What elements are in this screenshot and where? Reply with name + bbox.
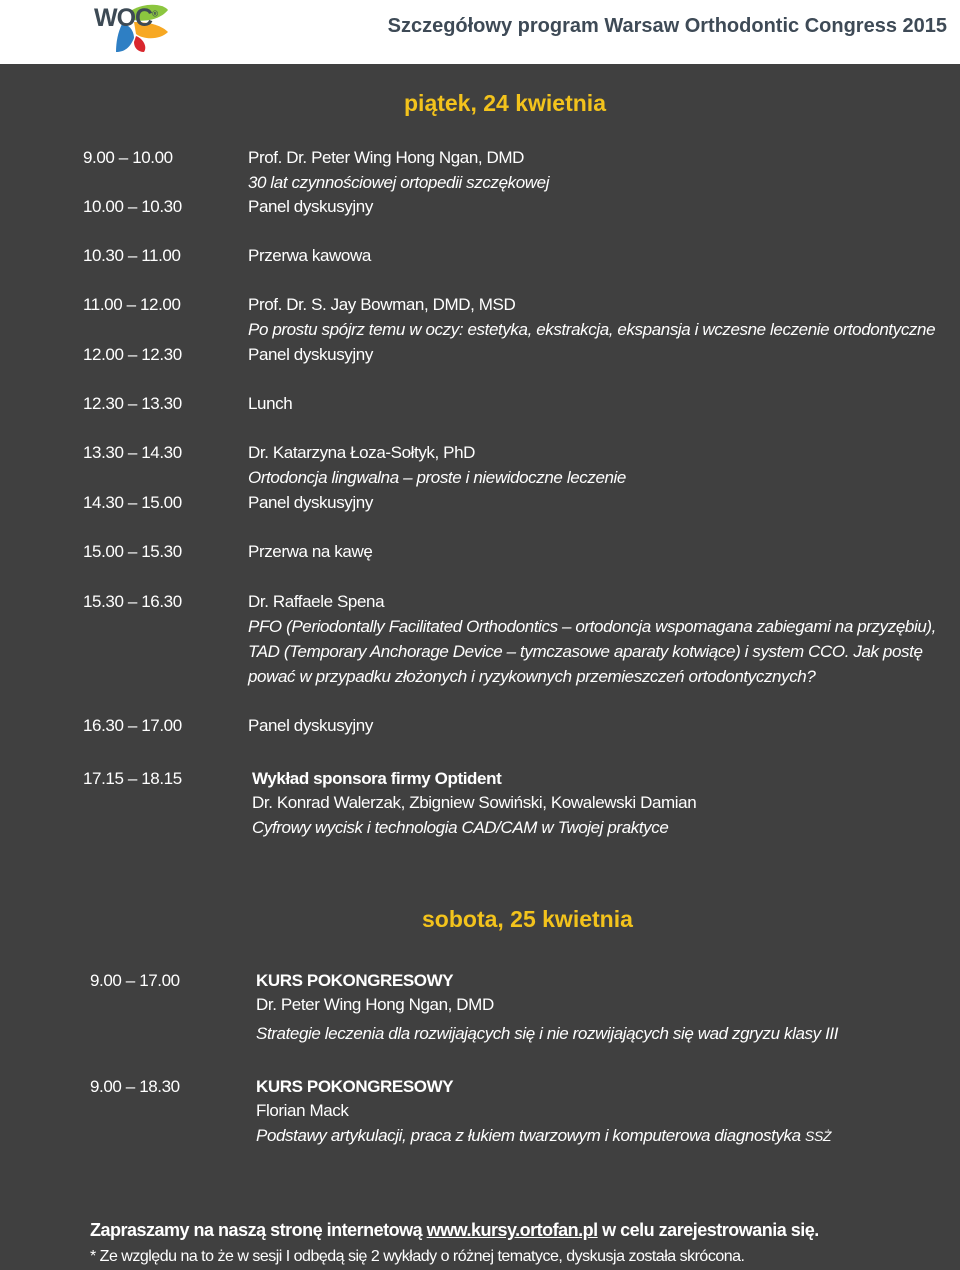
logo-wordmark: WOC® xyxy=(94,4,158,32)
session-topic: Strategie leczenia dla rozwijających się i nie rozwijających się wad zgryzu klasy III xyxy=(256,1024,839,1043)
sponsor-lecture-title: Wykład sponsora firmy Optident xyxy=(252,769,502,788)
session-time: 9.00 – 17.00 xyxy=(90,971,180,990)
session-topic: Ortodoncja lingwalna – proste i niewidoczne leczenie xyxy=(248,468,626,487)
session-time: 9.00 – 18.30 xyxy=(90,1077,180,1096)
session-time: 15.00 – 15.30 xyxy=(83,542,182,561)
course-label: KURS POKONGRESOWY xyxy=(256,971,454,990)
session-speaker: Florian Mack xyxy=(256,1101,349,1120)
session-time: 16.30 – 17.00 xyxy=(83,716,182,735)
session-time: 10.30 – 11.00 xyxy=(83,246,181,265)
footer-invite: Zapraszamy na naszą stronę internetową www.kursy.ortofan.pl w celu zarejestrowania się. xyxy=(90,1220,819,1240)
session-topic: Cyfrowy wycisk i technologia CAD/CAM w Twojej praktyce xyxy=(252,818,669,837)
day-heading-friday: piątek, 24 kwietnia xyxy=(404,90,606,116)
session-speaker: Prof. Dr. Peter Wing Hong Ngan, DMD xyxy=(248,148,525,167)
session-speaker: Prof. Dr. S. Jay Bowman, DMD, MSD xyxy=(248,295,516,314)
website-link[interactable]: www.kursy.ortofan.pl xyxy=(426,1220,598,1240)
session-time: 14.30 – 15.00 xyxy=(83,493,182,512)
course-label: KURS POKONGRESOWY xyxy=(256,1077,454,1096)
session-title: Panel dyskusyjny xyxy=(248,716,373,735)
session-topic: Po prostu spójrz temu w oczy: estetyka, ekstrakcja, ekspansja i wczesne leczenie ortodontyczne xyxy=(248,320,936,339)
session-topic: PFO (Periodontally Facilitated Orthodontics – ortodoncja wspomagana zabiegami na przyzębiu), xyxy=(248,617,936,636)
session-title: Panel dyskusyjny xyxy=(248,493,373,512)
session-speaker: Dr. Peter Wing Hong Ngan, DMD xyxy=(256,995,494,1014)
page-title: Szczegółowy program Warsaw Orthodontic Congress 2015 xyxy=(387,15,947,37)
header-bar xyxy=(0,0,960,64)
session-time: 15.30 – 16.30 xyxy=(83,592,182,611)
session-title: Panel dyskusyjny xyxy=(248,197,373,216)
woc-logo xyxy=(94,2,174,54)
session-speaker: Dr. Raffaele Spena xyxy=(248,592,385,611)
session-title: Przerwa kawowa xyxy=(248,246,371,265)
session-time: 17.15 – 18.15 xyxy=(83,769,182,788)
session-title: Lunch xyxy=(248,394,293,413)
session-time: 12.00 – 12.30 xyxy=(83,345,182,364)
session-speaker: Dr. Katarzyna Łoza-Sołtyk, PhD xyxy=(248,443,476,462)
session-topic: pować w przypadku złożonych i ryzykownych przemieszczeń ortodontycznych? xyxy=(248,667,816,686)
session-time: 11.00 – 12.00 xyxy=(83,295,181,314)
session-title: Panel dyskusyjny xyxy=(248,345,373,364)
ssz-abbrev: SSŻ xyxy=(805,1128,832,1144)
footer-note: * Ze względu na to że w sesji I odbędą się 2 wykłady o różnej tematyce, dyskusja została skrócona. xyxy=(90,1248,745,1265)
session-topic: TAD (Temporary Anchorage Device – tymczasowe aparaty kotwiące) i system CCO. Jak postę xyxy=(248,642,923,661)
session-time: 10.00 – 10.30 xyxy=(83,197,182,216)
session-speaker: Dr. Konrad Walerzak, Zbigniew Sowiński, Kowalewski Damian xyxy=(252,793,697,812)
session-topic: 30 lat czynnościowej ortopedii szczękowej xyxy=(248,173,550,192)
session-time: 13.30 – 14.30 xyxy=(83,443,182,462)
day-heading-saturday: sobota, 25 kwietnia xyxy=(422,906,633,932)
session-time: 9.00 – 10.00 xyxy=(83,148,173,167)
session-topic: Podstawy artykulacji, praca z łukiem twarzowym i komputerowa diagnostyka SSŻ xyxy=(256,1126,832,1145)
session-title: Przerwa na kawę xyxy=(248,542,373,561)
session-time: 12.30 – 13.30 xyxy=(83,394,182,413)
